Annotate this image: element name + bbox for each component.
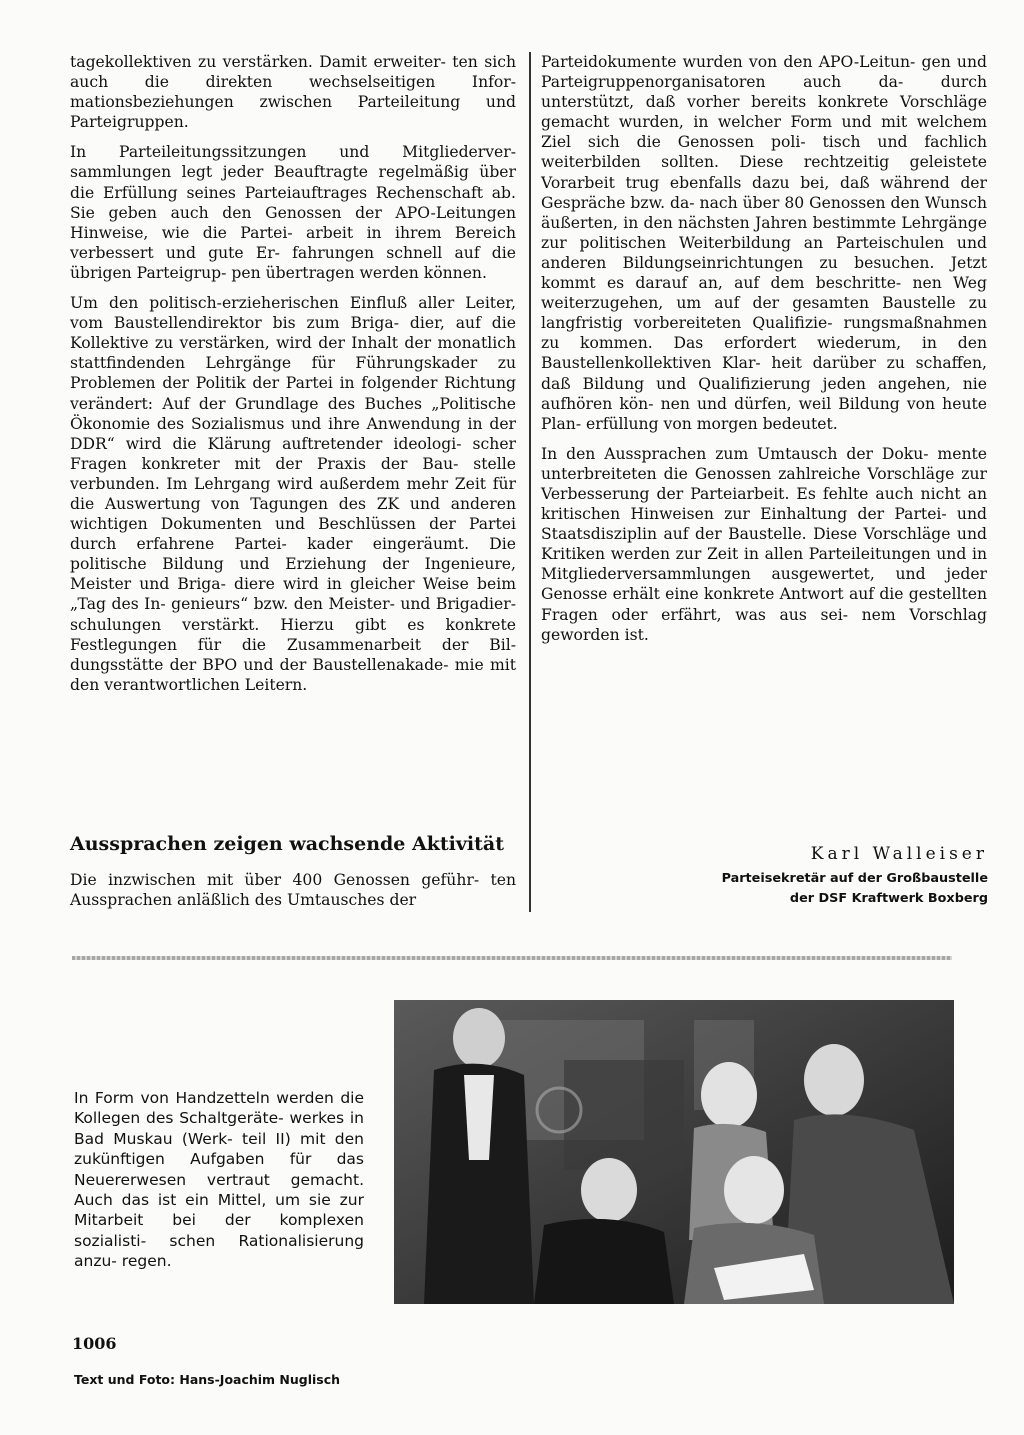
paragraph: In den Aussprachen zum Umtausch der Doku- mente unterbreiteten die Genossen zahlreiche Vorschläge zur Verbesserung der Parteiarbeit. Es fehlte auch nicht an kritischen Hinweisen zur Einhaltung der Partei- und Staatsdisziplin auf der Baustelle. Diese Vorschläge und Kritiken werden zur Zeit in allen Parteileitungen und in Mitgliederversammlungen ausgewertet, und jeder Genosse erhält eine konkrete Antwort auf die gestellten Fragen oder erfährt, was aus sei- nem Vorschlag geworden ist. [541,444,987,644]
section-paragraph [70,870,516,920]
column-divider [529,52,531,912]
horizontal-rule [72,956,952,960]
paragraph: Um den politisch-erzieherischen Einfluß aller Leiter, vom Baustellendirektor bis zum Briga- dier, auf die Kollektive zu verstärken, wird der Inhalt der monatlich stattfindenden Lehrgänge für Führungskader zu Problemen der Politik der Partei in folgender Richtung verändert: Auf der Grundlage des Buches „Politische Ökonomie des Sozialismus und ihre Anwendung in der DDR“ wird die Klärung auftretender ideologi- scher Fragen konkreter mit der Praxis der Bau- stelle verbunden. Im Lehrgang wird außerdem mehr Zeit für die Auswertung von Tagungen des ZK und anderen wichtigen Dokumenten und Beschlüssen der Partei durch erfahrene Partei- kader eingeräumt. Die politische Bildung und Erziehung der Ingenieure, Meister und Briga- diere wird in gleicher Weise beim „Tag des In- genieurs“ bzw. den Meister- und Brigadier- schulungen verstärkt. Hierzu gibt es konkrete Festlegungen für die Zusammenarbeit der Bil- dungsstätte der BPO und der Baustellenakade- mie mit den verantwortlichen Leitern. [70,294,516,694]
author-role: Parteisekretär auf der Großbaustelle [721,871,988,886]
author-name: Karl Walleiser [810,844,988,864]
paragraph: Parteidokumente wurden von den APO-Leitun- gen und Parteigruppenorganisatoren auch da- durch unterstützt, daß vorher bereits konkrete Vorschläge gemacht wurden, in welcher Form und mit welchem Ziel sich die Genossen poli- tisch und fachlich weiterbilden sollten. Diese rechtzeitig geleistete Vorarbeit trug ebenfalls dazu bei, daß während der Gespräche bzw. da- nach über 80 Genossen den Wunsch äußerten, in den nächsten Jahren bestimmte Lehrgänge zur politischen Weiterbildung an Parteischulen und anderen Bildungseinrichtungen zu besuchen. Jetzt kommt es darauf an, auf dem beschritte- nen Weg weiterzugehen, um auf der gesamten Baustelle zu langfristig vorbereiteten Qualifizie- rungsmaßnahmen zu kommen. Das erfordert wiederum, in den Baustellenkollektiven Klar- heit darüber zu schaffen, daß Bildung und Qualifizierung jeden angehen, nie aufhören kön- nen und dürfen, weil Bildung von heute Plan- erfüllung von morgen bedeutet. [541,53,987,433]
right-column [541,52,987,655]
paragraph: In Parteileitungssitzungen und Mitgliederver- sammlungen legt jeder Beauftragte regelmäßig über die Erfüllung seines Parteiauftrages Rechenschaft ab. Sie geben auch den Genossen der APO-Leitungen Hinweise, wie die Partei- arbeit in ihrem Bereich verbessert und gute Er- fahrungen schnell auf die übrigen Parteigrup- pen übertragen werden können. [70,143,516,282]
section-heading: Aussprachen zeigen wachsende Aktivität [70,833,505,855]
photo-caption: In Form von Handzetteln werden die Kollegen des Schaltgeräte- werkes in Bad Muskau (Werk- teil II) mit den zukünftigen Aufgaben für das Neuererwesen vertraut gemacht. Auch das ist ein Mittel, um sie zur Mitarbeit bei der komplexen sozialisti- schen Rationalisierung anzu- regen. [74,1089,364,1271]
photo-illustration [394,1000,954,1304]
page-number: 1006 [72,1334,117,1353]
paragraph: Die inzwischen mit über 400 Genossen geführ- ten Aussprachen anläßlich des Umtausches der [70,871,516,910]
left-column [70,52,516,705]
photo-credit: Text und Foto: Hans-Joachim Nuglisch [74,1372,341,1387]
author-signature [722,843,988,909]
paragraph: tagekollektiven zu verstärken. Damit erweiter- ten sich auch die direkten wechselseitigen Infor- mationsbeziehungen zwischen Parteileitung und Parteigruppen. [70,53,516,132]
photo-image [394,1000,954,1304]
author-role-location: der DSF Kraftwerk Boxberg [789,891,988,906]
